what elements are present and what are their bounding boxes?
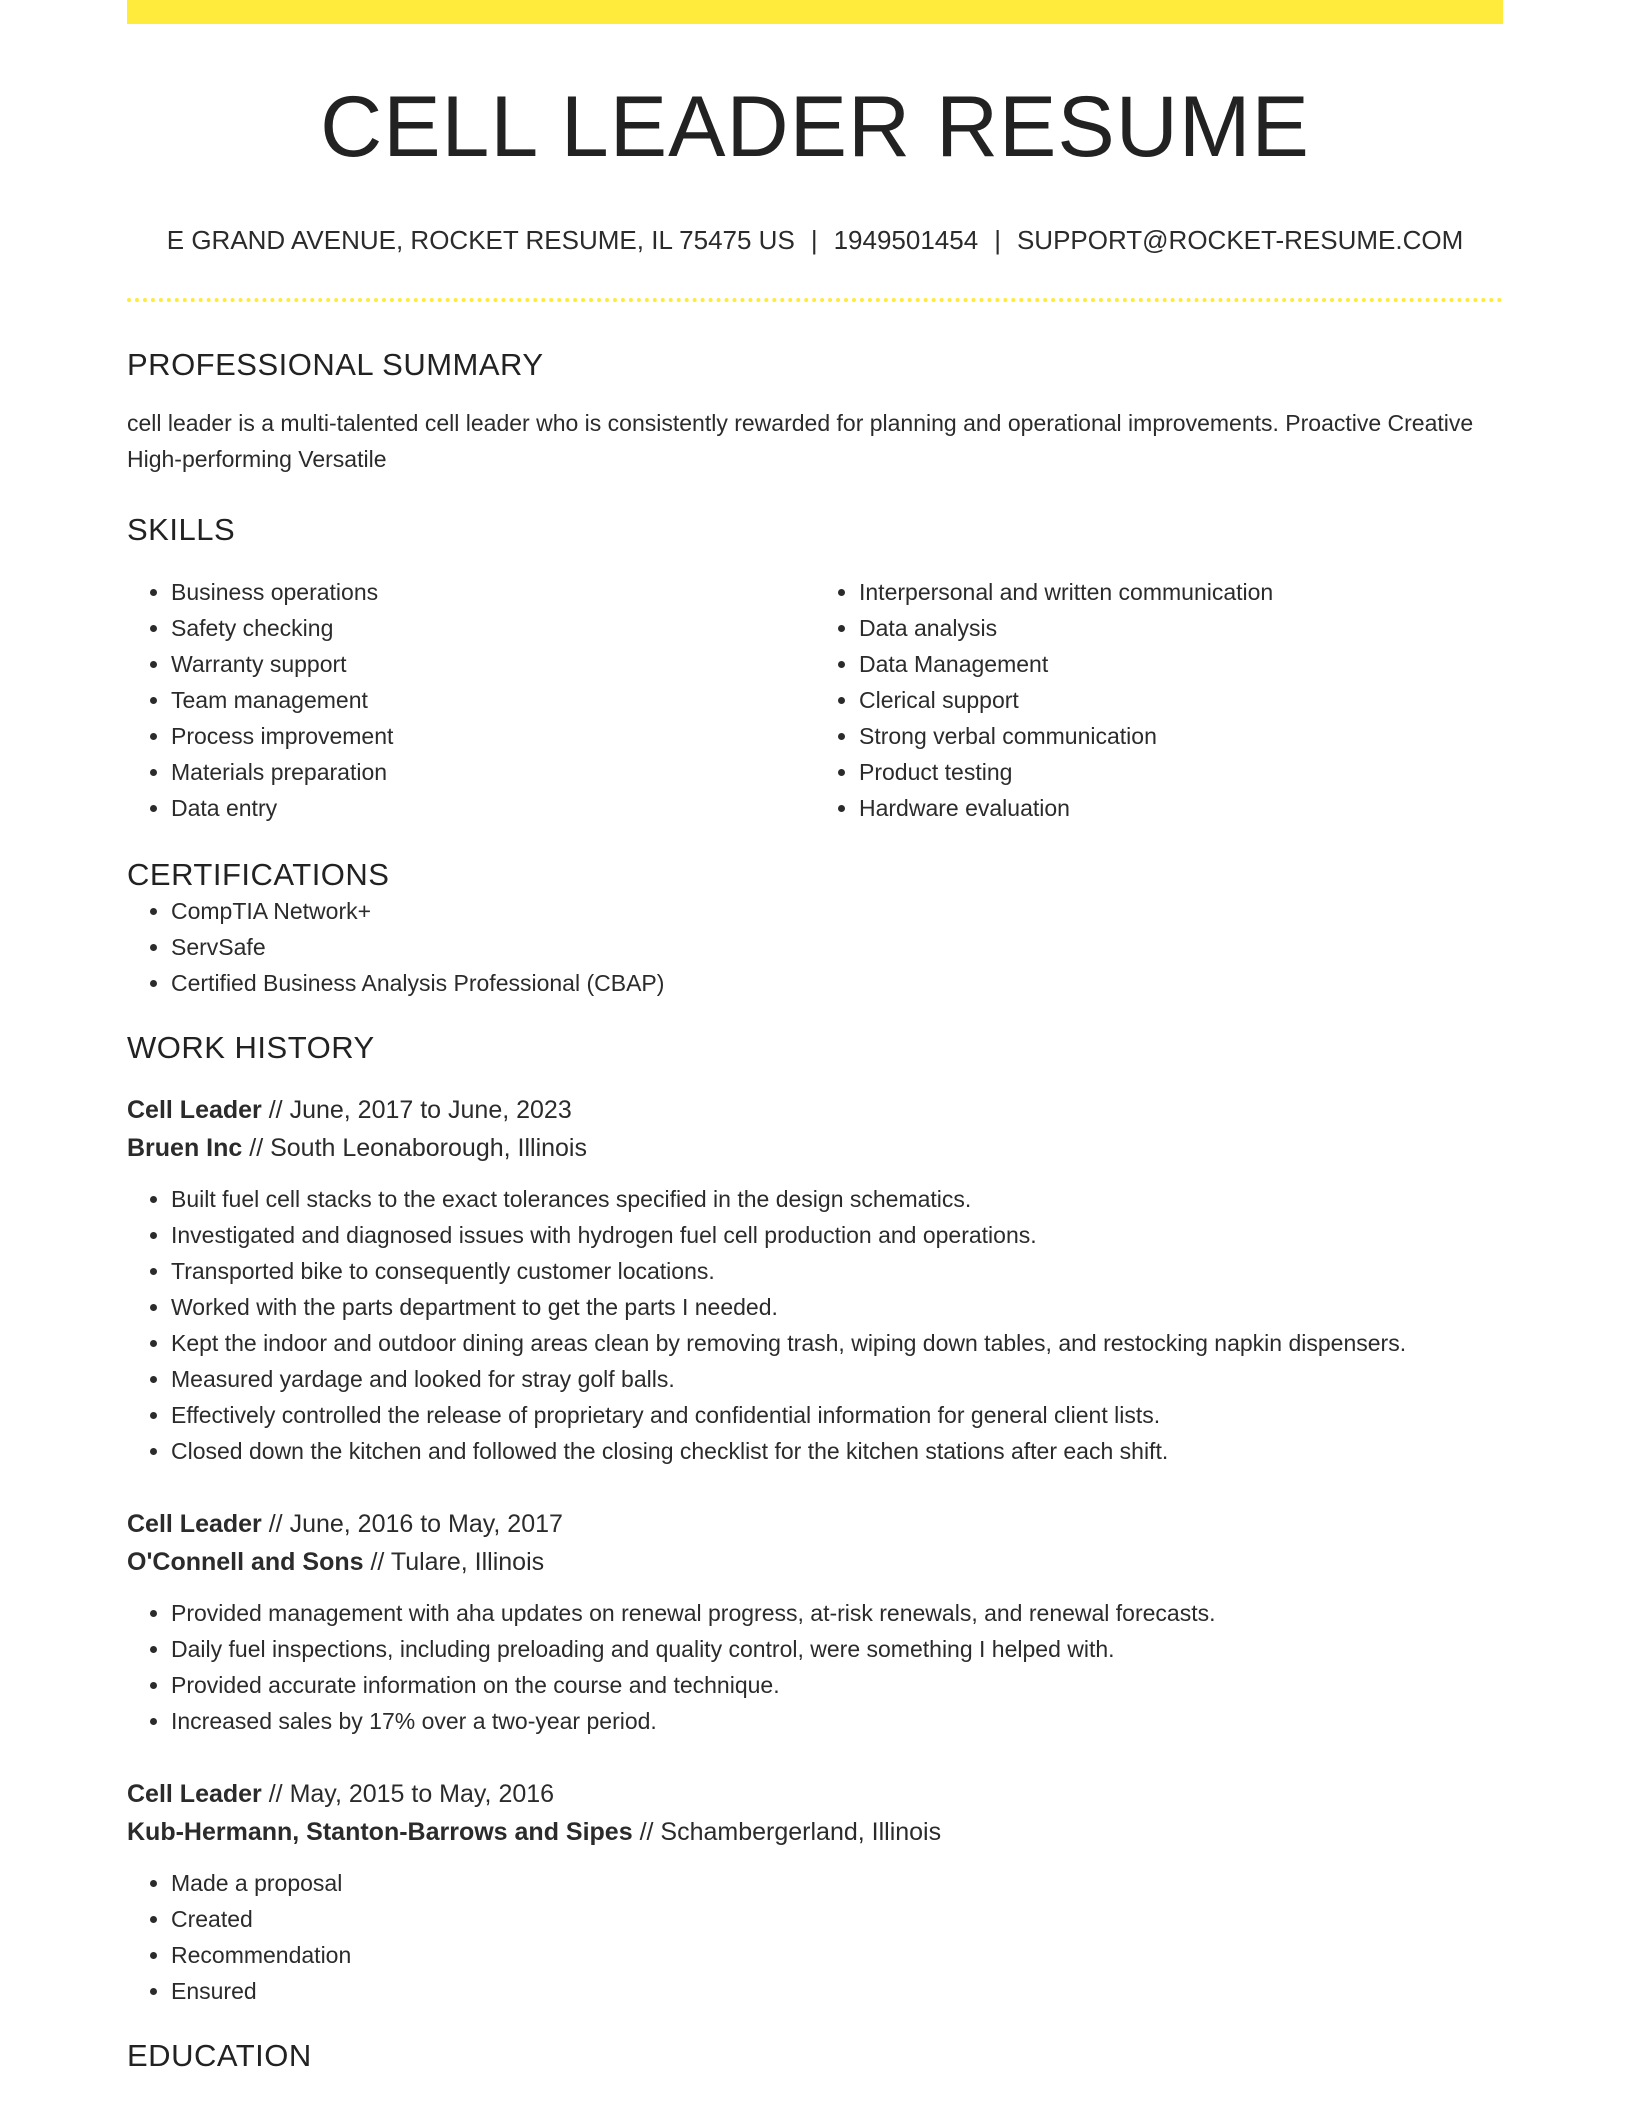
- contact-line: [127, 225, 1503, 256]
- summary-heading: PROFESSIONAL SUMMARY: [127, 346, 544, 382]
- job-duty: • Closed down the kitchen and followed the closing checklist for the kitchen stations after each shift.: [171, 1433, 1503, 1469]
- skill-item: • Hardware evaluation: [859, 790, 1503, 826]
- job-location: // Schambergerland, Illinois: [632, 1817, 942, 1846]
- contact-separator: |: [994, 224, 1001, 255]
- job-company: Bruen Inc: [127, 1133, 243, 1162]
- job-duty: • Daily fuel inspections, including preloading and quality control, were something I helped with.: [171, 1631, 1503, 1667]
- job-company-line: [127, 1129, 1503, 1167]
- job-location: // Tulare, Illinois: [363, 1547, 545, 1576]
- job-role-line: [127, 1091, 1503, 1129]
- education-heading: EDUCATION: [127, 2037, 312, 2073]
- job-role-line: [127, 1505, 1503, 1543]
- job-dates: // June, 2017 to June, 2023: [261, 1095, 572, 1124]
- job-duty: • Measured yardage and looked for stray golf balls.: [171, 1361, 1503, 1397]
- job-duty: • Increased sales by 17% over a two-year period.: [171, 1703, 1503, 1739]
- job-duty: • Effectively controlled the release of proprietary and confidential information for general client lists.: [171, 1397, 1503, 1433]
- job-duties-list: [127, 1181, 1503, 1469]
- job-company: O'Connell and Sons: [127, 1547, 364, 1576]
- job-duty: • Built fuel cell stacks to the exact tolerances specified in the design schematics.: [171, 1181, 1503, 1217]
- skill-item: • Warranty support: [171, 646, 815, 682]
- contact-address: E GRAND AVENUE, ROCKET RESUME, IL 75475 US: [166, 224, 795, 255]
- job-role: Cell Leader: [127, 1095, 262, 1124]
- contact-phone: 1949501454: [833, 224, 979, 255]
- skill-item: • Materials preparation: [171, 754, 815, 790]
- job-role: Cell Leader: [127, 1509, 262, 1538]
- resume-title: CELL LEADER RESUME: [320, 79, 1310, 175]
- skill-item: • Strong verbal communication: [859, 718, 1503, 754]
- job-role: Cell Leader: [127, 1779, 262, 1808]
- skill-item: • Clerical support: [859, 682, 1503, 718]
- skills-columns: [127, 574, 1503, 826]
- skill-item: • Interpersonal and written communication: [859, 574, 1503, 610]
- certification-item: • ServSafe: [171, 929, 1503, 965]
- job-duty: • Worked with the parts department to get the parts I needed.: [171, 1289, 1503, 1325]
- skill-item: • Team management: [171, 682, 815, 718]
- skill-item: • Data Management: [859, 646, 1503, 682]
- job-duty: • Transported bike to consequently customer locations.: [171, 1253, 1503, 1289]
- certification-item: • Certified Business Analysis Professional (CBAP): [171, 965, 1503, 1001]
- job-location: // South Leonaborough, Illinois: [242, 1133, 587, 1162]
- job-duty: • Ensured: [171, 1973, 1503, 2009]
- contact-separator: |: [810, 224, 818, 255]
- job-duties-list: [127, 1865, 1503, 2009]
- job-duty: • Recommendation: [171, 1937, 1503, 1973]
- job-company-line: [127, 1813, 1503, 1851]
- summary-text: cell leader is a multi-talented cell leader who is consistently rewarded for planning and operational improvements. Proactive Creative High-performing Versatile: [127, 409, 1474, 472]
- certification-item: • CompTIA Network+: [171, 893, 1503, 929]
- job-company: Kub-Hermann, Stanton-Barrows and Sipes: [127, 1817, 633, 1846]
- job-entry: [127, 1091, 1503, 1469]
- contact-email: SUPPORT@ROCKET-RESUME.COM: [1016, 224, 1464, 255]
- job-duty: • Provided management with aha updates on renewal progress, at-risk renewals, and renewal forecasts.: [171, 1595, 1503, 1631]
- job-entry: [127, 1775, 1503, 2009]
- job-duty: • Created: [171, 1901, 1503, 1937]
- job-duty: • Provided accurate information on the course and technique.: [171, 1667, 1503, 1703]
- skill-item: • Safety checking: [171, 610, 815, 646]
- skill-item: • Data entry: [171, 790, 815, 826]
- top-accent-bar: [127, 0, 1503, 24]
- skills-heading: SKILLS: [127, 511, 236, 547]
- skills-list-right: [815, 574, 1503, 826]
- skills-list-left: [127, 574, 815, 826]
- job-dates: // June, 2016 to May, 2017: [261, 1509, 563, 1538]
- work-history-heading: WORK HISTORY: [127, 1030, 375, 1066]
- skill-item: • Data analysis: [859, 610, 1503, 646]
- skill-item: • Process improvement: [171, 718, 815, 754]
- resume-page: [127, 0, 1503, 2074]
- job-duties-list: [127, 1595, 1503, 1739]
- job-role-line: [127, 1775, 1503, 1813]
- certifications-list: [127, 893, 1503, 1001]
- job-company-line: [127, 1543, 1503, 1581]
- header-divider: [127, 298, 1503, 302]
- skill-item: • Business operations: [171, 574, 815, 610]
- job-duty: • Made a proposal: [171, 1865, 1503, 1901]
- job-duty: • Investigated and diagnosed issues with hydrogen fuel cell production and operations.: [171, 1217, 1503, 1253]
- job-entry: [127, 1505, 1503, 1739]
- job-duty: • Kept the indoor and outdoor dining areas clean by removing trash, wiping down tables, and restocking napkin dispensers.: [171, 1325, 1503, 1361]
- certifications-heading: CERTIFICATIONS: [127, 857, 390, 893]
- skill-item: • Product testing: [859, 754, 1503, 790]
- job-dates: // May, 2015 to May, 2016: [261, 1779, 555, 1808]
